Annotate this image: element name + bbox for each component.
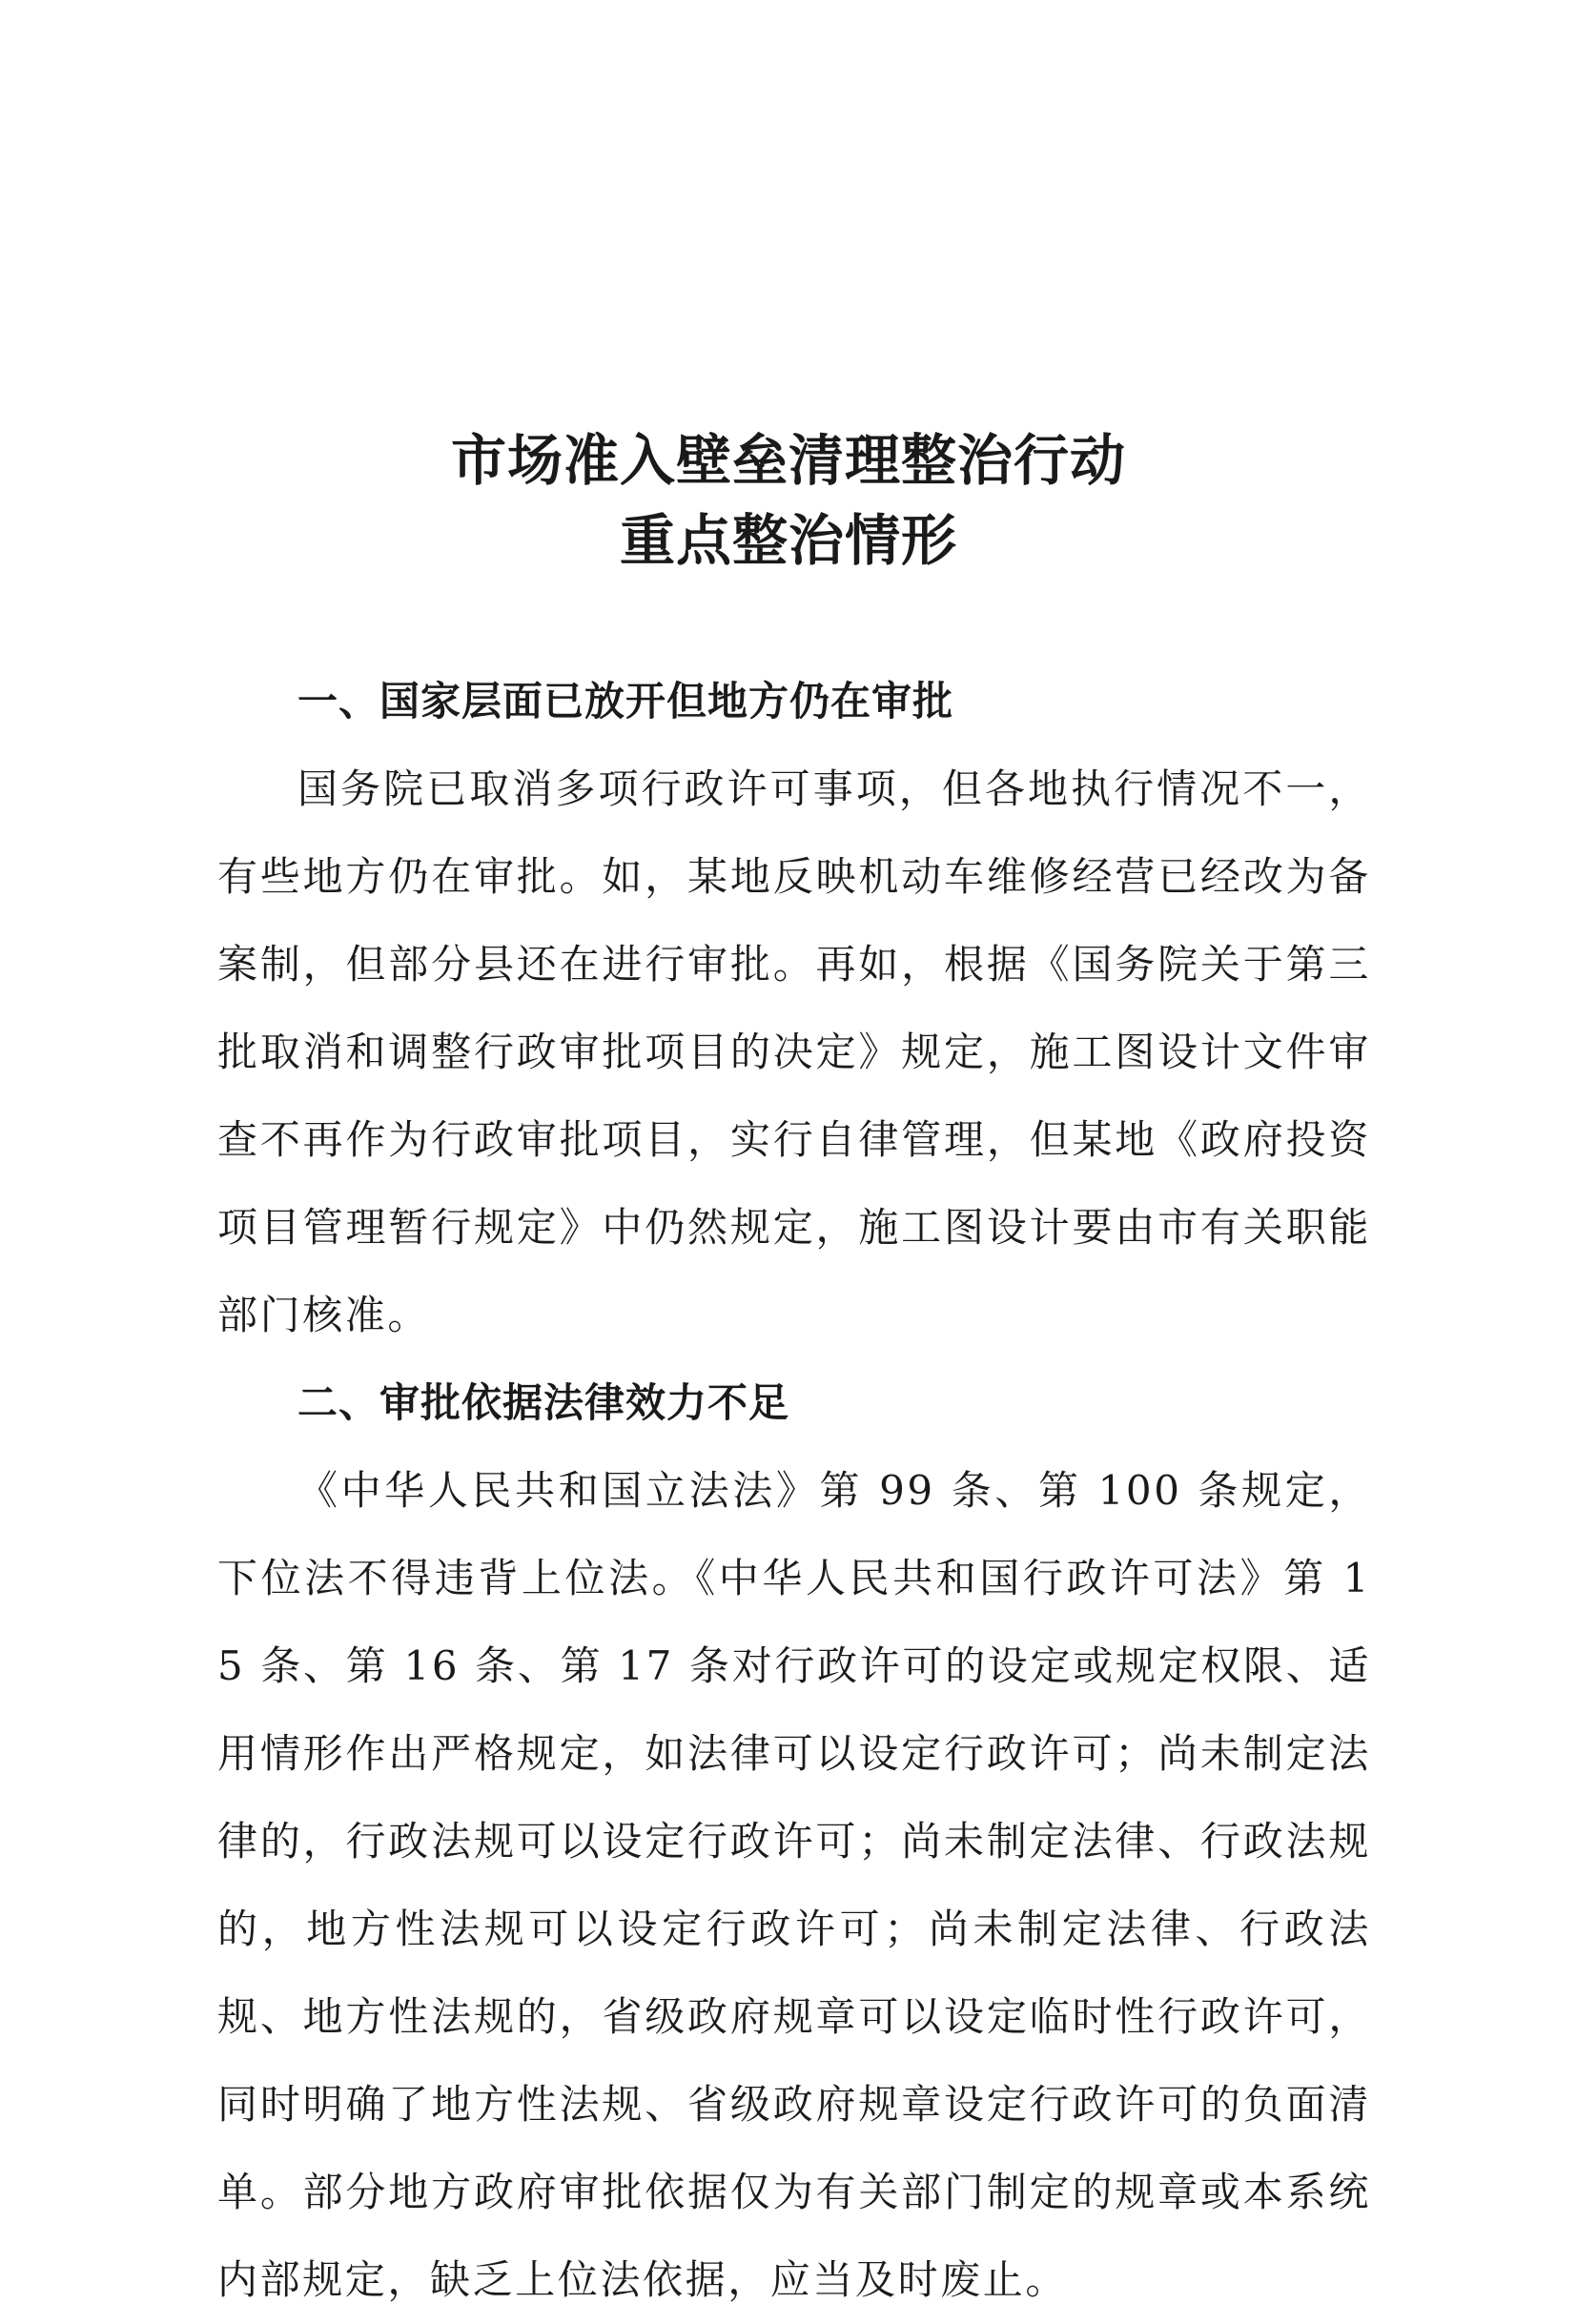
section-heading-1: 一、国家层面已放开但地方仍在审批	[297, 678, 954, 724]
section-paragraph-1: 国务院已取消多项行政许可事项，但各地执行情况不一，有些地方仍在审批。如，某地反映机动车维修经营已经改为备案制，但部分县还在进行审批。再如，根据《国务院关于第三批取消和调整行政审批项目的决定》规定，施工图设计文件审查不再作为行政审批项目，实行自律管理，但某地《政府投资项目管理暂行规定》中仍然规定，施工图设计要由市有关职能部门核准。	[217, 765, 1371, 1338]
section-paragraph-2: 《中华人民共和国立法法》第 99 条、第 100 条规定，下位法不得违背上位法。《中华人民共和国行政许可法》第 15 条、第 16 条、第 17 条对行政许可的设定或规定权限、适用情形作出严格规定，如法律可以设定行政许可；尚未制定法律的，行政法规可以设定行政许可；尚未制定法律、行政法规的，地方性法规可以设定行政许可；尚未制定法律、行政法规、地方性法规的，省级政府规章可以设定临时性行政许可，同时明确了地方性法规、省级政府规章设定行政许可的负面清单。部分地方政府审批依据仅为有关部门制定的规章或本系统内部规定，缺乏上位法依据，应当及时废止。	[217, 1467, 1371, 2303]
document-title-line-2: 重点整治情形	[619, 508, 957, 573]
document-body	[217, 658, 1371, 2324]
document-title-line-1: 市场准入壁垒清理整治行动	[450, 428, 1126, 493]
section-heading-2: 二、审批依据法律效力不足	[297, 1379, 790, 1426]
